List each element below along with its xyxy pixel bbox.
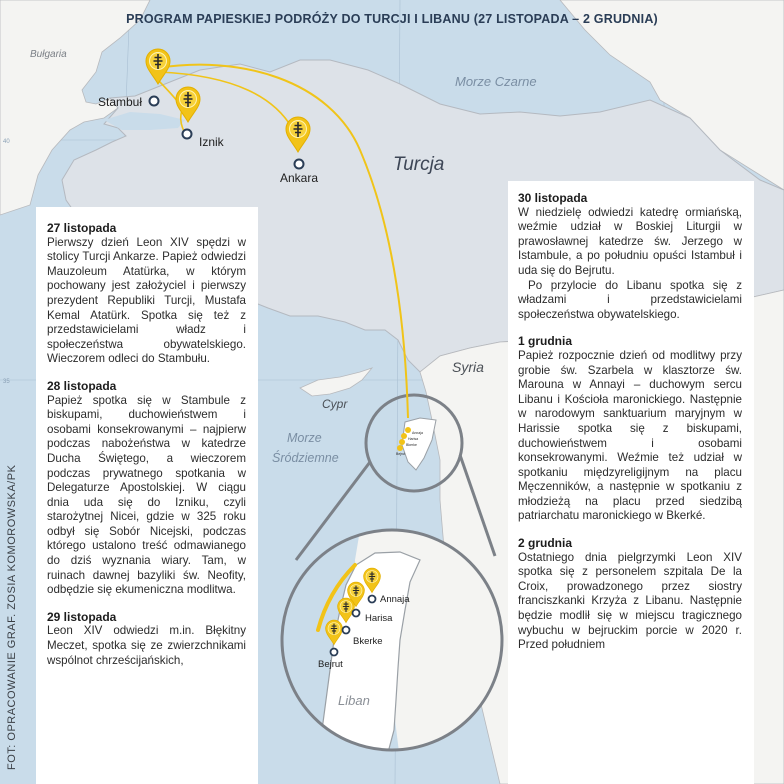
date-heading: 27 listopada <box>47 221 117 235</box>
day-description: Leon XIV odwiedzi m.in. Błękitny Meczet, spotka się ze zwierzchnikami wspólnot chrześcijańskich, <box>47 624 246 667</box>
small-label-harisa: Harisa <box>408 437 419 441</box>
label-med-sea-2: Śródziemne <box>272 451 339 465</box>
label-iznik: Iznik <box>199 135 224 149</box>
label-lebanon: Liban <box>338 693 370 708</box>
date-heading: 1 grudnia <box>518 334 573 349</box>
day-description-continued: Po przylocie do Libanu spotka się z władzami i przedstawicielami społeczeństwa obywatelskiego. <box>518 278 742 321</box>
label-ankara: Ankara <box>280 171 319 185</box>
label-turkey: Turcja <box>393 154 445 175</box>
right-text-panel <box>508 181 754 784</box>
date-heading: 28 listopada <box>47 378 117 393</box>
label-med-sea-1: Morze <box>287 431 322 445</box>
day-2-dec <box>518 536 742 653</box>
date-heading: 30 listopada <box>518 191 588 205</box>
label-cyprus: Cypr <box>322 397 348 411</box>
label-bkerke: Bkerke <box>353 636 383 647</box>
day-27-nov <box>47 221 246 367</box>
label-black-sea: Morze Czarne <box>455 74 537 89</box>
left-text-panel <box>36 207 258 784</box>
day-30-nov <box>518 191 742 322</box>
day-description: Ostatniego dnia pielgrzymki Leon XIV spotka się z personelem szpitala De la Croix, prowadzonego przez siostry franciszkanki Krzyża z Libanu. Następnie będzie modlił się w miejscu tragicznego wybuchu w bejruckim porcie w 2020 r. Przed południem <box>518 550 742 652</box>
date-heading: 2 grudnia <box>518 536 573 551</box>
label-syria: Syria <box>452 359 484 375</box>
date-heading: 29 listopada <box>47 609 117 624</box>
latitude-40-label: 40 <box>3 139 10 145</box>
label-bejrut: Bejrut <box>318 659 343 670</box>
day-28-nov <box>47 379 246 598</box>
day-description: Papież spotka się w Stambule z biskupami, duchowieństwem i osobami konsekrowanymi – najpierw podczas nabożeństwa w katedrze Ducha Świętego, a wieczorem podczas prywatnego spotkania w Delegaturze Apostolskiej. W ciągu dnia uda się do Izniku, czyli starożytnej Nicei, gdzie w 325 roku odbył się Sobór Nicejski, podczas którego ustalono treść odmawianego do dziś wyznania wiary. Tam, w ruinach dawnej bazyliki św. Neofity, odbędzie się ekumeniczna modlitwa. <box>47 393 246 597</box>
day-description: W niedzielę odwiedzi katedrę ormiańską, weźmie udział w Boskiej Liturgii w prawosławnej katedrze św. Jerzego w Istambule, a po południu opuści Istambuł i uda się do Bejrutu. <box>518 205 742 277</box>
day-description: Pierwszy dzień Leon XIV spędzi w stolicy Turcji Ankarze. Papież odwiedzi Mauzoleum Atatürka, w którym pochowany jest założyciel i pierwszy prezydent Republiki Turcji, Mustafa Kemal Atatürk. Spotka się też z przedstawicielami władz i społeczeństwa obywatelskiego. Wieczorem odleci do Stambułu. <box>47 235 246 366</box>
small-label-annaja: Annaja <box>412 431 423 435</box>
label-harisa: Harisa <box>365 613 393 624</box>
label-annaja: Annaja <box>380 594 410 605</box>
day-description: Papież rozpocznie dzień od modlitwy przy grobie św. Szarbela w klasztorze św. Marouna w Annayi – duchowym sercu Libanu i Kościoła maronickiego. Następnie w narodowym sanktuarium maryjnym w Harissie spotka się z biskupami, duchowieństwem i osobami konsekrowanymi. Weźmie też udział w spotkaniu międzyreligijnym na placu Męczenników, a następnie w spotkaniu z młodzieżą na placu przed siedzibą patriarchatu maronickiego w Bkerké. <box>518 348 742 523</box>
label-istanbul: Stambuł <box>98 95 143 109</box>
small-label-bkerke: Bkerke <box>406 443 417 447</box>
page-title: PROGRAM PAPIESKIEJ PODRÓŻY DO TURCJI I LIBANU (27 LISTOPADA – 2 GRUDNIA) <box>126 12 658 26</box>
day-1-dec <box>518 334 742 524</box>
small-label-bejrut: Bejrut <box>396 452 406 456</box>
latitude-35-label: 35 <box>3 379 10 385</box>
day-29-nov <box>47 610 246 668</box>
photo-credit: FOT: OPRACOWANIE GRAF. ZOSIA KOMOROWSKA/PK <box>6 464 18 770</box>
label-bulgaria: Bułgaria <box>30 49 67 60</box>
